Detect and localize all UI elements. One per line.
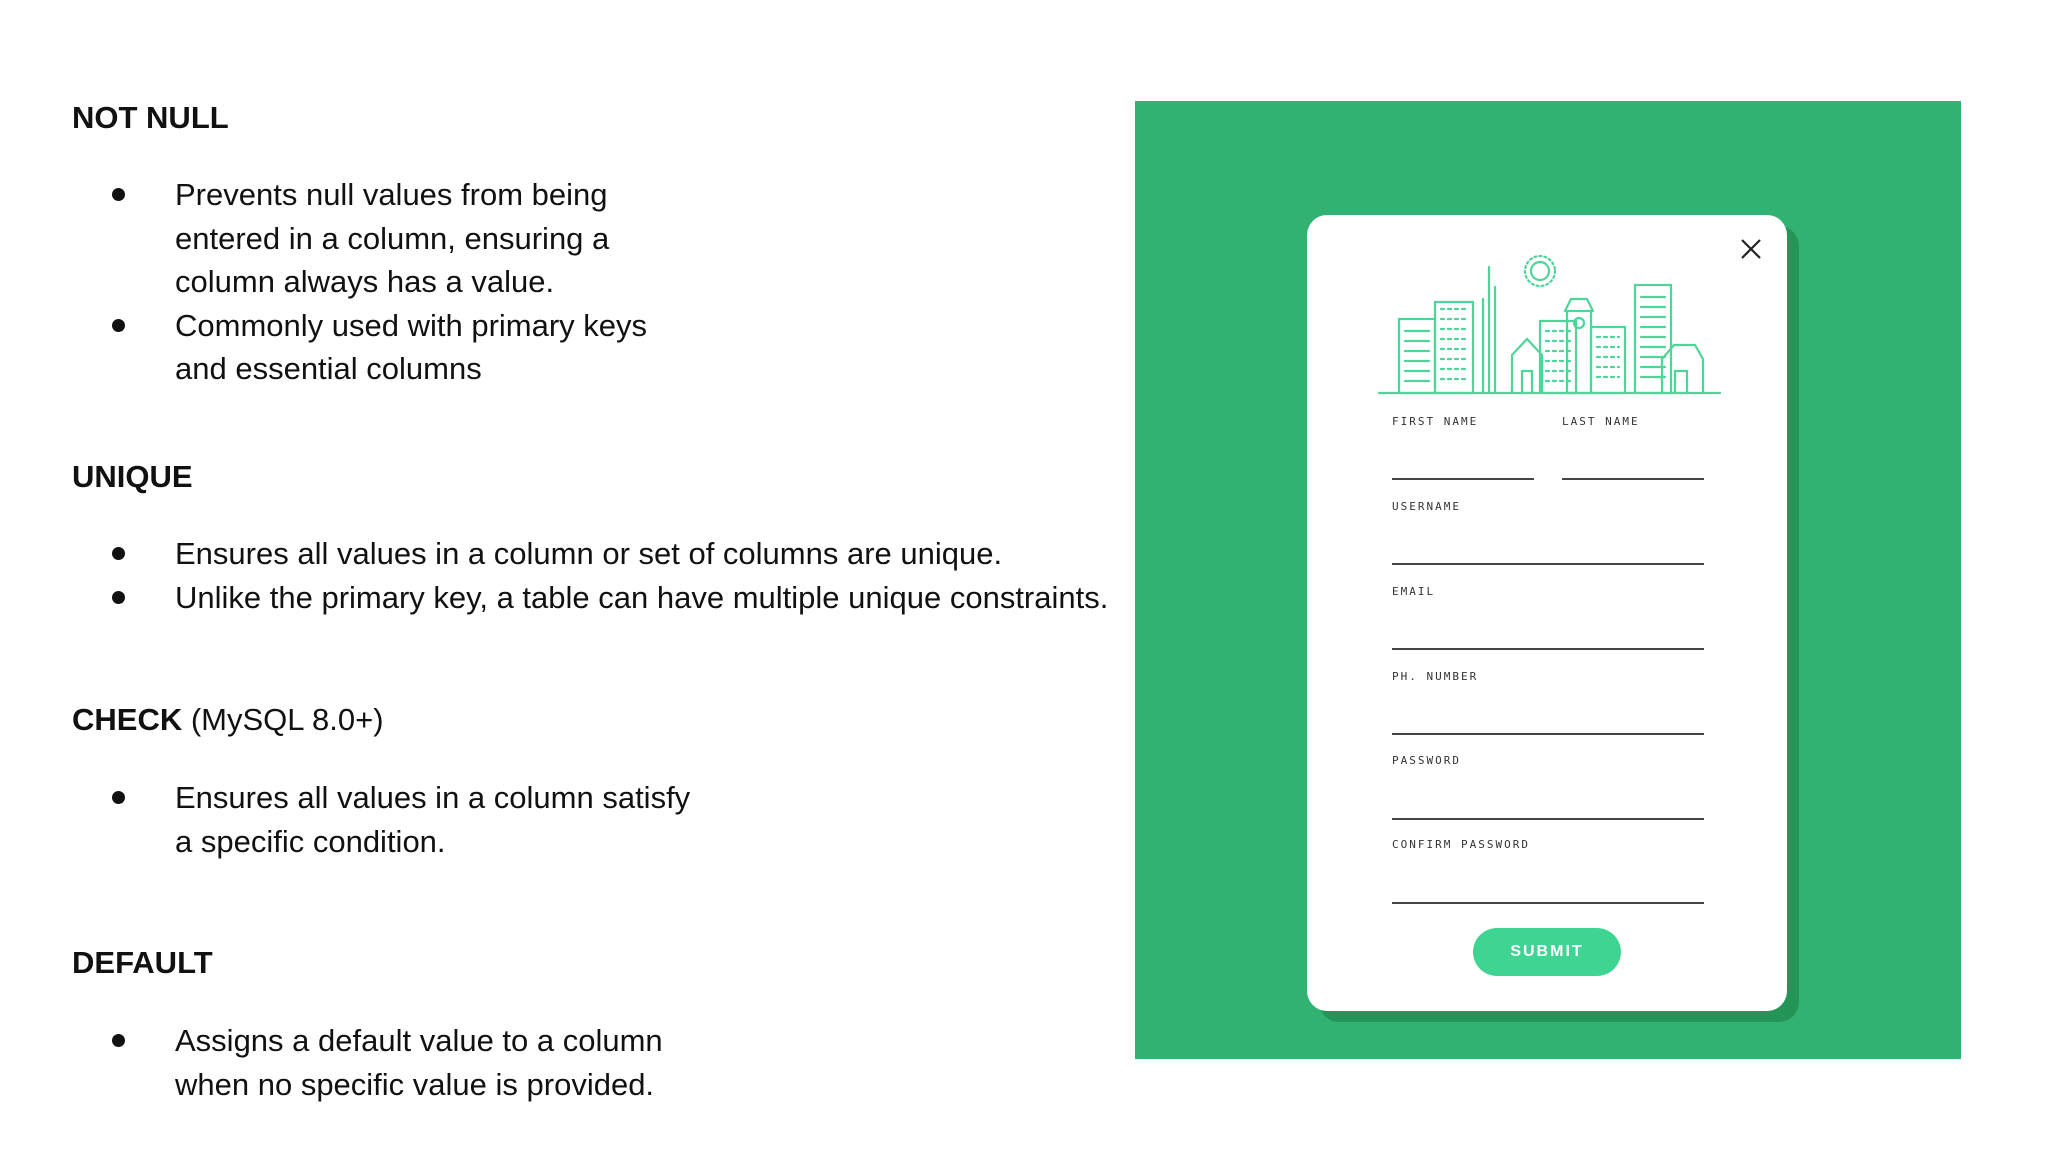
default-bullets xyxy=(110,1019,1160,1106)
list-item: Prevents null values from being entered in a column, ensuring a column always has a value. xyxy=(110,173,1160,304)
phone-label: PH. NUMBER xyxy=(1392,670,1479,683)
section-subtitle-check: (MySQL 8.0+) xyxy=(190,702,384,737)
password-label: PASSWORD xyxy=(1392,754,1461,767)
section-title-not-null: NOT NULL xyxy=(72,100,229,135)
form-illustration-panel xyxy=(1135,101,1961,1059)
password-input[interactable] xyxy=(1392,818,1704,820)
list-item: Ensures all values in a column satisfy a specific condition. xyxy=(110,776,1160,863)
signup-form-card xyxy=(1307,215,1787,1011)
submit-button[interactable]: SUBMIT xyxy=(1473,928,1621,976)
unique-bullets xyxy=(110,532,1160,619)
close-icon[interactable] xyxy=(1735,233,1767,265)
section-title-check: CHECK (MySQL 8.0+) xyxy=(72,702,384,737)
first-name-label: FIRST NAME xyxy=(1392,415,1479,428)
phone-input[interactable] xyxy=(1392,733,1704,735)
last-name-label: LAST NAME xyxy=(1562,415,1640,428)
last-name-input[interactable] xyxy=(1562,478,1704,480)
confirm-password-input[interactable] xyxy=(1392,902,1704,904)
email-input[interactable] xyxy=(1392,648,1704,650)
section-title-default: DEFAULT xyxy=(72,945,213,980)
list-item: Commonly used with primary keys and essential columns xyxy=(110,304,1160,391)
check-bullets xyxy=(110,776,1160,863)
section-title-unique: UNIQUE xyxy=(72,459,193,494)
city-skyline-icon xyxy=(1377,247,1722,395)
first-name-input[interactable] xyxy=(1392,478,1534,480)
email-label: EMAIL xyxy=(1392,585,1436,598)
username-label: USERNAME xyxy=(1392,500,1461,513)
username-input[interactable] xyxy=(1392,563,1704,565)
list-item: Assigns a default value to a column when no specific value is provided. xyxy=(110,1019,1160,1106)
not-null-bullets xyxy=(110,173,1160,391)
list-item: Ensures all values in a column or set of columns are unique. xyxy=(110,532,1160,576)
confirm-password-label: CONFIRM PASSWORD xyxy=(1392,838,1530,851)
list-item: Unlike the primary key, a table can have multiple unique constraints. xyxy=(110,576,1160,620)
